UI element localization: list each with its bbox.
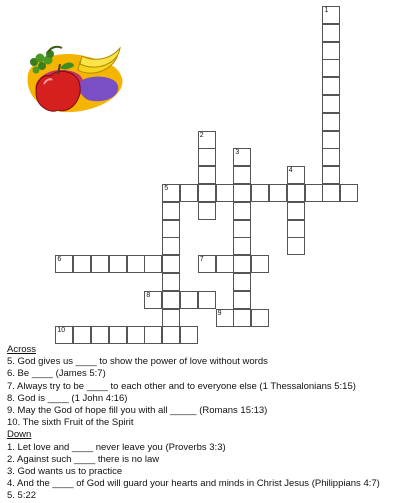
grid-cell[interactable] [322,6,340,24]
grid-cell[interactable] [109,255,127,273]
grid-cell[interactable] [198,184,216,202]
grid-cell[interactable] [144,255,162,273]
across-clue-6: 6. Be ____ (James 5:7) [7,368,106,380]
grid-cell[interactable] [55,326,73,344]
grid-cell[interactable] [109,326,127,344]
across-clue-9: 9. May the God of hope fill you with all _____ (Romans 15:13) [7,405,268,417]
grid-cell[interactable] [162,255,180,273]
grid-cell[interactable] [322,42,340,60]
grid-cell[interactable] [251,255,269,273]
clue-number: 9 [217,309,222,317]
grid-cell[interactable] [144,326,162,344]
grid-cell[interactable] [180,184,198,202]
across-clue-7: 7. Always try to be ____ to each other and to everyone else (1 Thessalonians 5:15) [7,380,356,392]
grid-cell[interactable] [198,202,216,220]
down-clue-3: 3. God wants us to practice [7,466,123,478]
across-heading: Across [7,344,37,355]
grid-cell[interactable] [73,255,91,273]
grid-cell[interactable] [269,184,287,202]
grid-cell[interactable] [216,184,234,202]
grid-cell[interactable] [287,220,305,238]
grid-cell[interactable] [162,273,180,291]
clue-number: 2 [199,131,204,139]
grid-cell[interactable] [198,131,216,149]
grid-cell[interactable] [322,113,340,131]
grid-cell[interactable] [144,291,162,309]
grid-cell[interactable] [322,131,340,149]
clue-number: 5 [164,185,169,192]
grid-cell[interactable] [322,59,340,77]
across-clue-8: 8. God is ____ (1 John 4:16) [7,392,128,404]
grid-cell[interactable] [162,291,180,309]
grid-cell[interactable] [198,291,216,309]
grid-cell[interactable] [127,326,145,344]
grid-cell[interactable] [180,291,198,309]
grid-cell[interactable] [198,166,216,184]
grid-cell[interactable] [233,273,251,291]
grid-cell[interactable] [162,220,180,238]
across-clue-10: 10. The sixth Fruit of the Spirit [7,417,134,429]
grid-cell[interactable] [251,309,269,327]
grid-cell[interactable] [287,184,305,202]
grid-cell[interactable] [216,309,234,327]
grid-cell[interactable] [340,184,358,202]
grid-cell[interactable] [322,166,340,184]
down-clue-1: 1. Let love and ____ never leave you (Proverbs 3:3) [7,441,226,453]
down-clue-2: 2. Against such ____ there is no law [7,453,160,465]
grid-cell[interactable] [233,309,251,327]
grid-cell[interactable] [233,255,251,273]
grid-cell[interactable] [322,148,340,166]
grid-cell[interactable] [287,166,305,184]
grid-cell[interactable] [233,166,251,184]
grid-cell[interactable] [233,202,251,220]
grid-cell[interactable] [91,326,109,344]
grid-cell[interactable] [233,220,251,238]
grid-cell[interactable] [251,184,269,202]
grid-cell[interactable] [233,291,251,309]
down-clue-4: 4. And the ____ of God will guard your hearts and minds in Christ Jesus (Philippians 4:7) [7,478,380,490]
grid-cell[interactable] [287,237,305,255]
grid-cell[interactable] [180,326,198,344]
down-clue-5: 5. 5:22 [7,490,37,502]
grid-cell[interactable] [305,184,323,202]
grid-cell[interactable] [73,326,91,344]
clue-number: 8 [146,291,151,299]
grid-cell[interactable] [287,202,305,220]
grid-cell[interactable] [322,24,340,42]
down-heading: Down [7,429,32,441]
grid-cell[interactable] [91,255,109,273]
clue-number: 3 [235,149,240,157]
clue-number: 4 [288,167,293,175]
grid-cell[interactable] [216,255,234,273]
clue-number: 10 [57,327,66,335]
across-clue-5: 5. God gives us ____ to show the power of love without words [7,356,268,368]
grid-cell[interactable] [162,309,180,327]
grid-cell[interactable] [127,255,145,273]
clue-number: 1 [324,7,329,14]
grid-cell[interactable] [322,77,340,95]
grid-cell[interactable] [322,184,340,202]
grid-cell[interactable] [162,202,180,220]
grid-cell[interactable] [162,326,180,344]
grid-cell[interactable] [233,184,251,202]
clue-number: 7 [199,256,204,264]
grid-cell[interactable] [198,148,216,166]
grid-cell[interactable] [198,255,216,273]
clue-list [7,344,397,503]
grid-cell[interactable] [55,255,73,273]
grid-cell[interactable] [233,148,251,166]
grid-cell[interactable] [322,95,340,113]
grid-cell[interactable] [233,237,251,255]
grid-cell[interactable] [162,237,180,255]
clue-number: 6 [57,256,62,264]
grid-cell[interactable] [162,184,180,202]
